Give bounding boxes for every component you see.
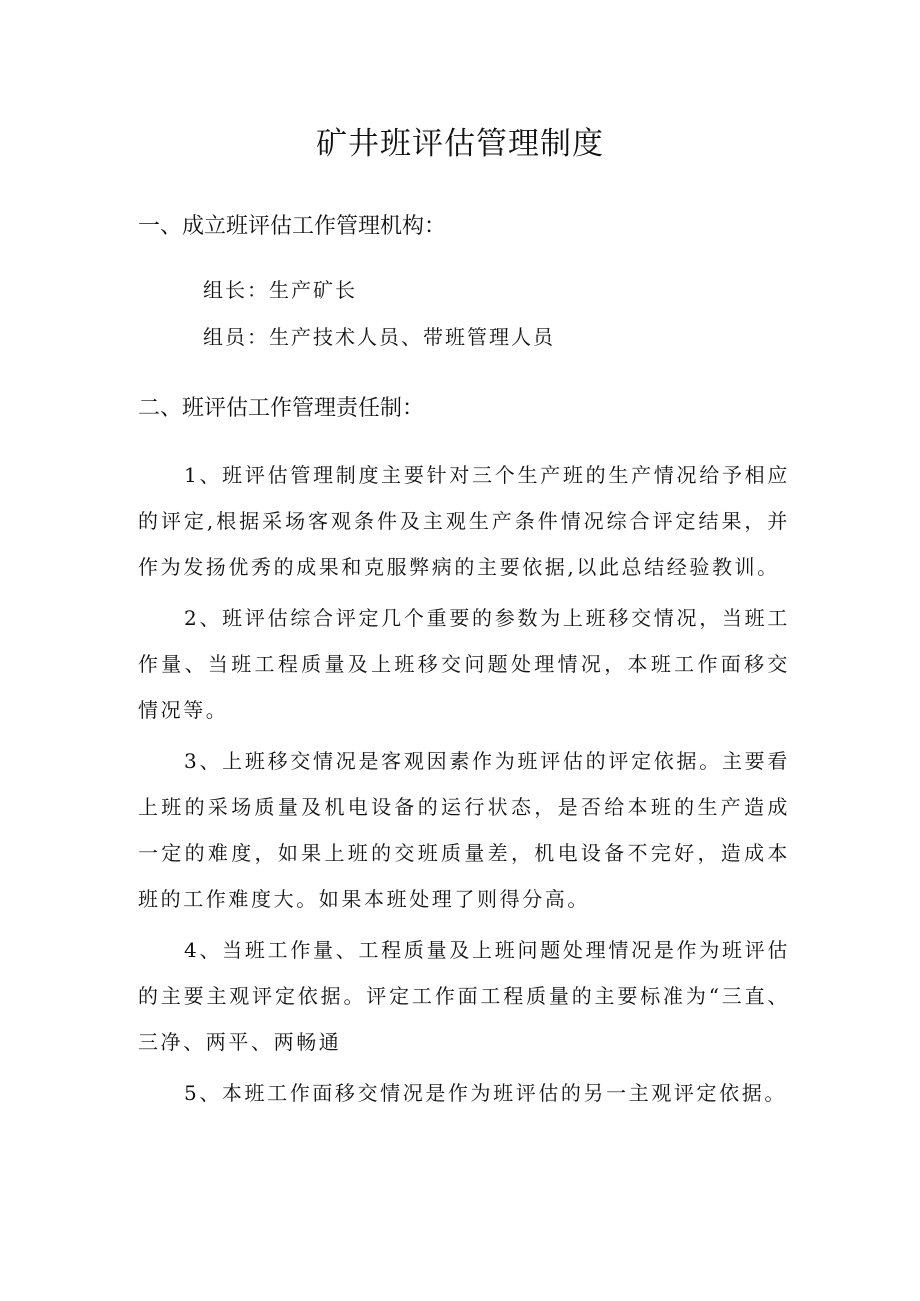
team-leader-line: 组长：生产矿长 (203, 278, 357, 302)
paragraph-1: 1、班评估管理制度主要针对三个生产班的生产情况给予相应的评定,根据采场客观条件及主观生产条件情况综合评定结果，并作为发扬优秀的成果和克服弊病的主要依据,以此总结经验教训。 (138, 463, 790, 579)
team-members-line: 组员：生产技术人员、带班管理人员 (203, 325, 555, 349)
responsibility-paragraphs (138, 452, 790, 1121)
document-title: 矿井班评估管理制度 (316, 126, 604, 162)
paragraph-5: 5、本班工作面移交情况是作为班评估的另一主观评定依据。 (184, 1081, 787, 1105)
paragraph-2: 2、班评估综合评定几个重要的参数为上班移交情况，当班工作量、当班工程质量及上班移交问题处理情况，本班工作面移交情况等。 (138, 606, 790, 722)
section-1-heading: 一、成立班评估工作管理机构： (138, 214, 447, 239)
section-2-heading: 二、班评估工作管理责任制： (138, 396, 425, 421)
paragraph-3: 3、上班移交情况是客观因素作为班评估的评定依据。主要看上班的采场质量及机电设备的运行状态，是否给本班的生产造成一定的难度，如果上班的交班质量差，机电设备不完好，造成本班的工作难度大。如果本班处理了则得分高。 (138, 749, 790, 911)
paragraph-4: 4、当班工作量、工程质量及上班问题处理情况是作为班评估的主要主观评定依据。评定工作面工程质量的主要标准为“三直、三净、两平、两畅通 (138, 938, 790, 1054)
